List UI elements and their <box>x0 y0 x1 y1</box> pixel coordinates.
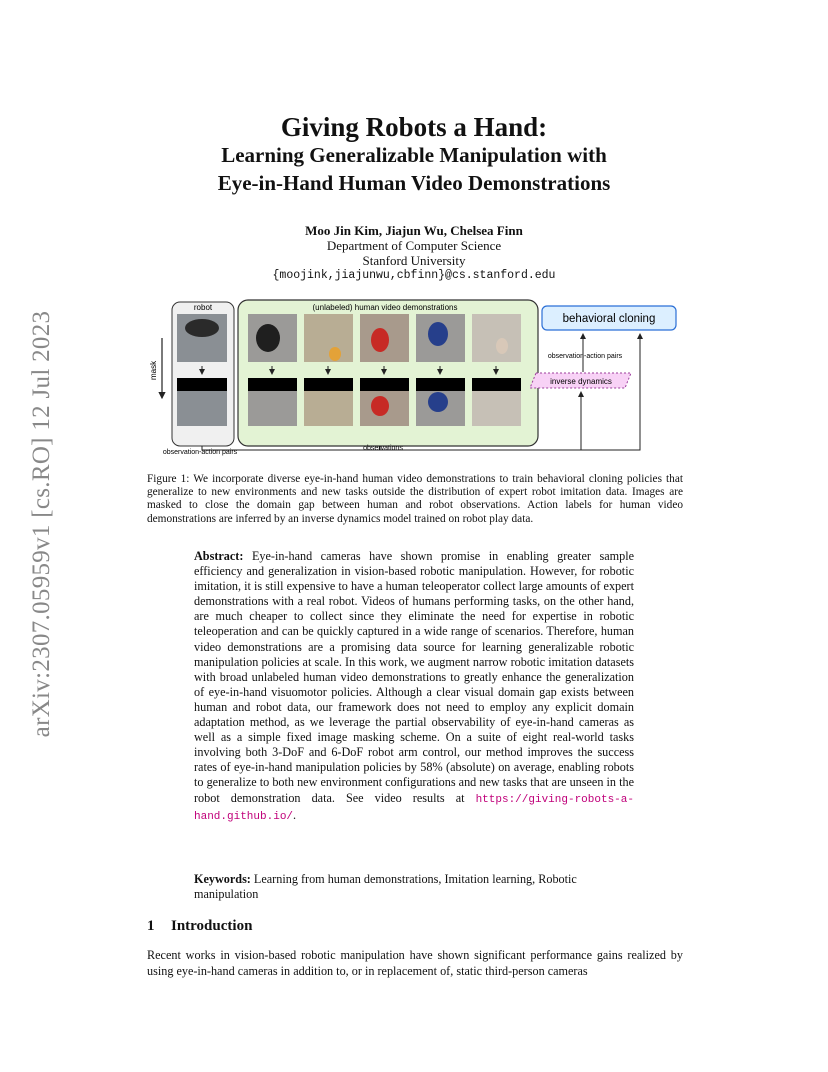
paper-title-line2: Learning Generalizable Manipulation with <box>221 143 607 167</box>
project-link[interactable]: https://giving-robots-a-hand.github.io/ <box>194 793 634 823</box>
keywords-label: Keywords: <box>194 872 251 886</box>
inverse-dynamics-label: inverse dynamics <box>550 377 612 386</box>
section-number: 1 <box>147 918 155 934</box>
figure-caption: Figure 1: We incorporate diverse eye-in-hand human video demonstrations to train behavioral cloning policies that generalize to new environments and new tasks outside the distribution of expert robot imitation data. Images are masked to close the domain gap between human and robot observations. Action labels for human video demonstrations are inferred by an inverse dynamics model trained on robot play data. <box>147 473 683 525</box>
abstract <box>194 549 634 825</box>
robot-label: robot <box>193 303 213 312</box>
arxiv-sidebar <box>26 293 58 755</box>
abstract-text: Eye-in-hand cameras have shown promise in enabling greater sample efficiency and generalization in vision-based robotic manipulation. However, for robotic imitation, it is still expensive to have a human teleoperator collect large amounts of expert demonstrations with a real robot. Videos of humans performing tasks, on the other hand, are much cheaper to collect since they eliminate the need for expertise in robotic teleoperation and can be quickly captured in a wide range of scenarios. Therefore, human video demonstrations are a promising data source for learning generalizable robotic manipulation policies at scale. In this work, we augment narrow robotic imitation datasets with broad unlabeled human video demonstrations to greatly enhance the generalization of eye-in-hand visuomotor policies. Although a clear visual domain gap exists between human and robot data, our framework does not need to employ any explicit domain adaptation method, as we leverage the partial observability of eye-in-hand cameras as well as a simple fixed image masking scheme. On a suite of eight real-world tasks involving both 3-DoF and 6-DoF robot arm control, our method improves the success rates of eye-in-hand manipulation policies by 58% (absolute) on average, enabling robots to generalize to both new environment configurations and new tasks that are unseen in the robot demonstration data. See video results at <box>194 549 635 805</box>
arxiv-id: arXiv:2307.05959v1 [cs.RO] 12 Jul 2023 <box>28 310 55 738</box>
keywords <box>194 872 634 902</box>
intro-paragraph: Recent works in vision-based robotic manipulation have shown significant performance gains realized by using eye-in-hand cameras in addition to, or in replacement of, static third-person cameras <box>147 948 683 978</box>
paper-title-line1: Giving Robots a Hand: <box>280 112 548 142</box>
author-names: Moo Jin Kim, Jiajun Wu, Chelsea Finn <box>305 223 523 238</box>
department: Department of Computer Science <box>326 238 502 253</box>
observations-label: observations <box>363 445 403 452</box>
oa-pairs-bottom-label: observation-action pairs <box>162 449 238 456</box>
author-block <box>0 223 828 283</box>
paper-title-line3: Eye-in-Hand Human Video Demonstrations <box>217 171 611 195</box>
oa-pairs-right-label: observation-action pairs <box>547 353 623 360</box>
human-demo-label: (unlabeled) human video demonstrations <box>312 303 458 312</box>
image-human5-top <box>472 314 521 362</box>
author-email: {moojink,jiajunwu,cbfinn}@cs.stanford.edu <box>272 269 556 282</box>
mask-label: mask <box>149 360 158 380</box>
abstract-label: Abstract: <box>194 549 244 563</box>
abstract-end: . <box>293 807 297 822</box>
image-human2-top <box>304 314 353 362</box>
behavioral-cloning-label: behavioral cloning <box>562 313 656 325</box>
keywords-text: Learning from human demonstrations, Imitation learning, Robotic manipulation <box>194 872 577 901</box>
section-title: Introduction <box>171 918 253 934</box>
university: Stanford University <box>362 253 466 268</box>
figure-1 <box>150 298 680 458</box>
section-heading <box>147 918 252 935</box>
